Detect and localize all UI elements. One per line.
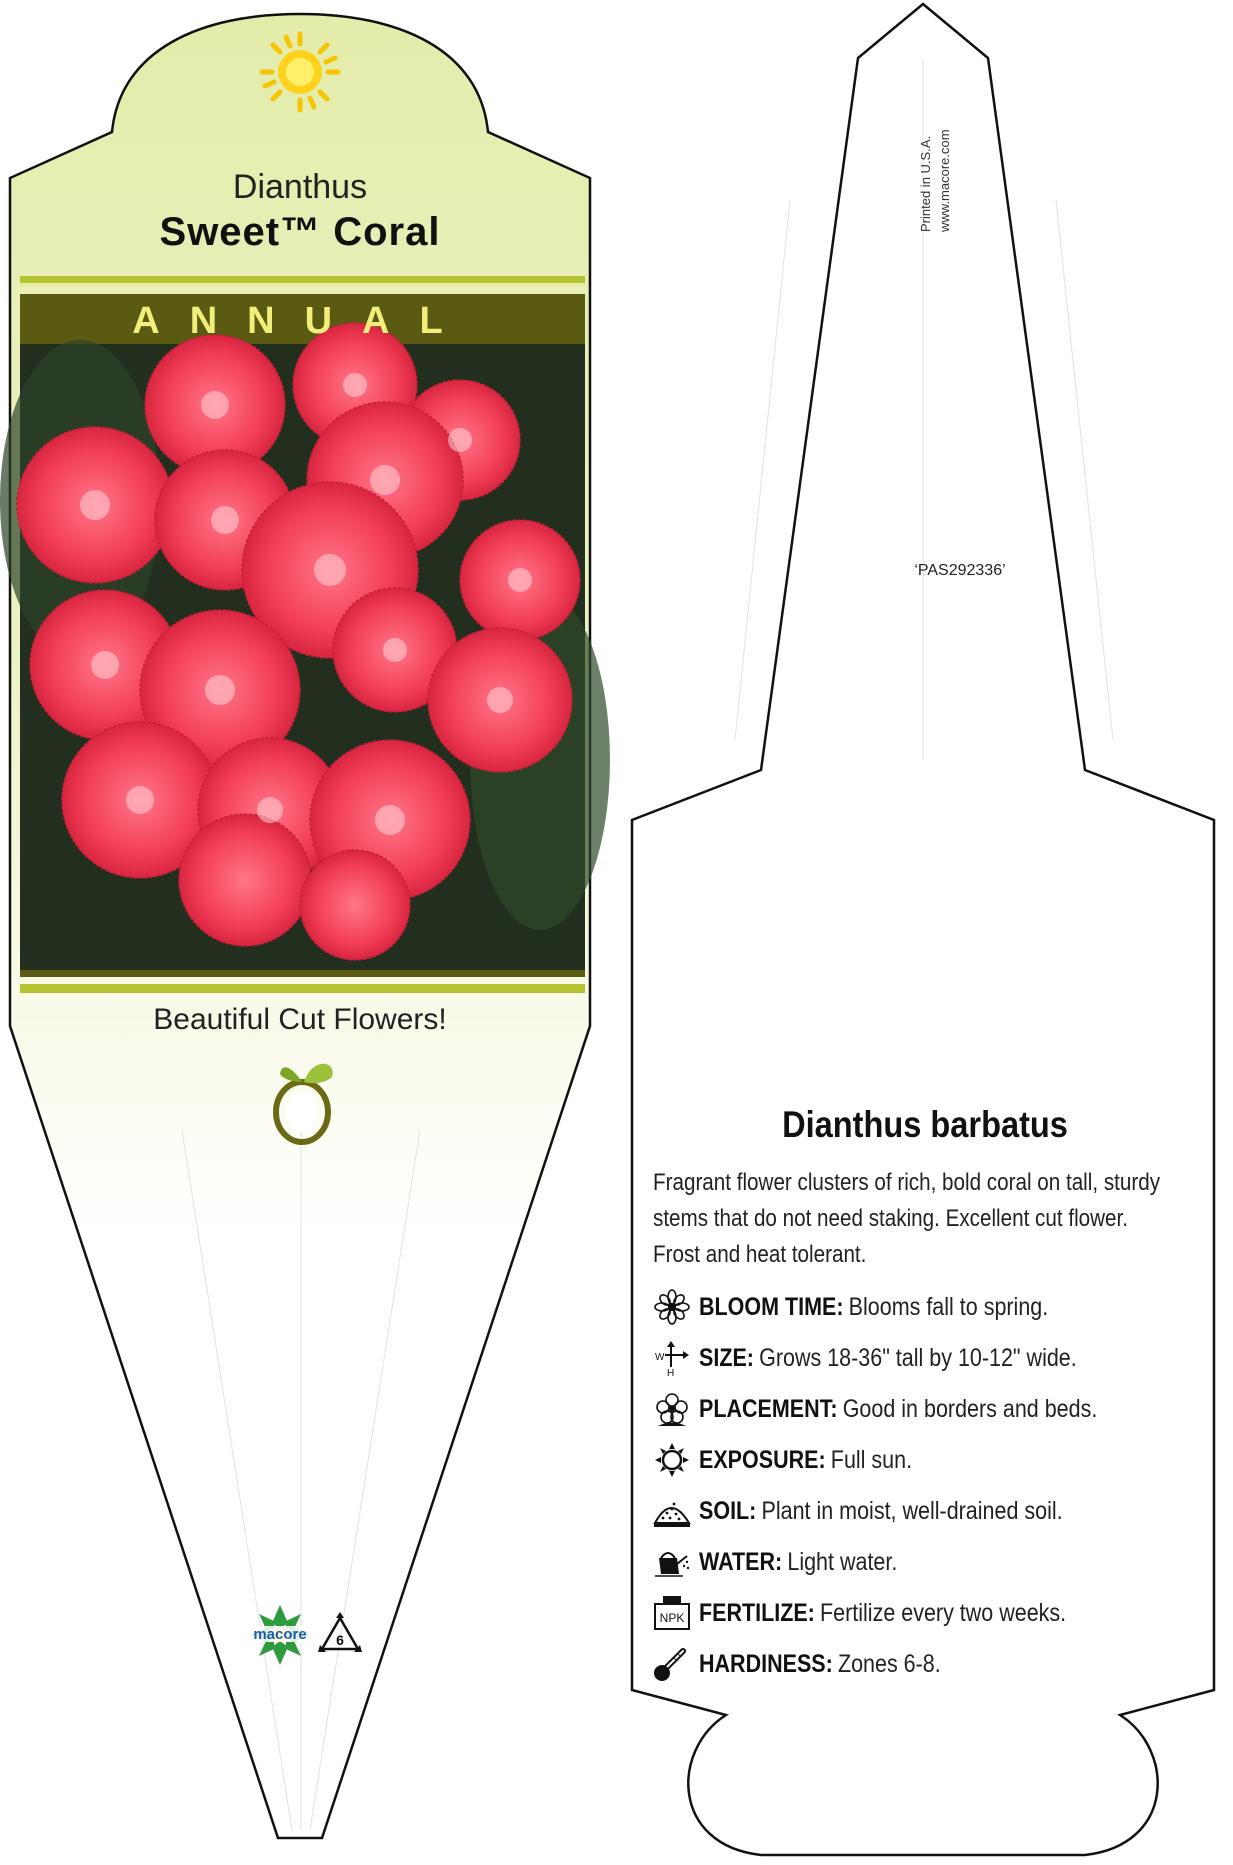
size-row	[653, 1338, 1138, 1378]
sun-icon	[262, 34, 338, 110]
size-label: SIZE:	[699, 1343, 754, 1372]
svg-text:NPK: NPK	[659, 1611, 685, 1625]
soil-row	[653, 1491, 1122, 1531]
macore-logo-icon	[244, 1605, 316, 1665]
svg-text:6: 6	[336, 1632, 344, 1648]
size-icon	[653, 1339, 691, 1377]
recycle-icon	[318, 1612, 362, 1652]
water-value: Light water.	[787, 1547, 898, 1576]
description-line: stems that do not need staking. Excellent cut flower.	[653, 1205, 1128, 1232]
hardiness-value: Zones 6-8.	[837, 1649, 941, 1678]
fertilize-row	[653, 1593, 1126, 1633]
tagline: Beautiful Cut Flowers!	[153, 1003, 447, 1036]
watering-can-icon	[653, 1543, 691, 1581]
fertilize-label: FERTILIZE:	[699, 1598, 815, 1627]
plant-genus: Dianthus	[232, 168, 368, 206]
bloom-time-label: BLOOM TIME:	[699, 1292, 844, 1321]
placement-label: PLACEMENT:	[699, 1394, 838, 1423]
soil-value: Plant in moist, well-drained soil.	[761, 1496, 1063, 1525]
fertilizer-icon	[653, 1594, 691, 1632]
exposure-sun-icon	[653, 1441, 691, 1479]
placement-row	[653, 1389, 1162, 1429]
svg-text:H: H	[667, 1368, 675, 1377]
hardiness-label: HARDINESS:	[699, 1649, 833, 1678]
water-label: WATER:	[699, 1547, 783, 1576]
bloom-time-row	[653, 1287, 1105, 1327]
svg-text:macore: macore	[253, 1626, 307, 1643]
placement-value: Good in borders and beds.	[842, 1394, 1098, 1423]
plant-variety: Sweet™ Coral	[159, 210, 441, 254]
printed-in-usa: Printed in U.S.A.	[918, 135, 933, 232]
description	[653, 1165, 1213, 1273]
soil-label: SOIL:	[699, 1496, 757, 1525]
flower-icon	[653, 1288, 691, 1326]
fertilize-value: Fertilize every two weeks.	[820, 1598, 1067, 1627]
hardiness-row	[653, 1644, 980, 1684]
exposure-label: EXPOSURE:	[699, 1445, 826, 1474]
patent-code: ‘PAS292336’	[914, 562, 1006, 579]
description-line: Fragrant flower clusters of rich, bold coral on tall, sturdy	[653, 1169, 1161, 1196]
description-line: Frost and heat tolerant.	[653, 1241, 867, 1268]
back-tag	[615, 0, 1233, 1865]
soil-icon	[653, 1492, 691, 1530]
exposure-value: Full sun.	[830, 1445, 913, 1474]
website: www.macore.com	[937, 129, 952, 232]
svg-text:W: W	[655, 1352, 665, 1363]
bloom-time-value: Blooms fall to spring.	[848, 1292, 1049, 1321]
thermometer-icon	[653, 1645, 691, 1683]
size-value: Grows 18-36" tall by 10-12" wide.	[759, 1343, 1077, 1372]
flower-photo	[0, 323, 610, 970]
exposure-row	[653, 1440, 947, 1480]
water-row	[653, 1542, 930, 1582]
scientific-name: Dianthus barbatus	[782, 1104, 1068, 1145]
placement-icon	[653, 1390, 691, 1428]
category-band: ANNUAL	[132, 300, 473, 342]
